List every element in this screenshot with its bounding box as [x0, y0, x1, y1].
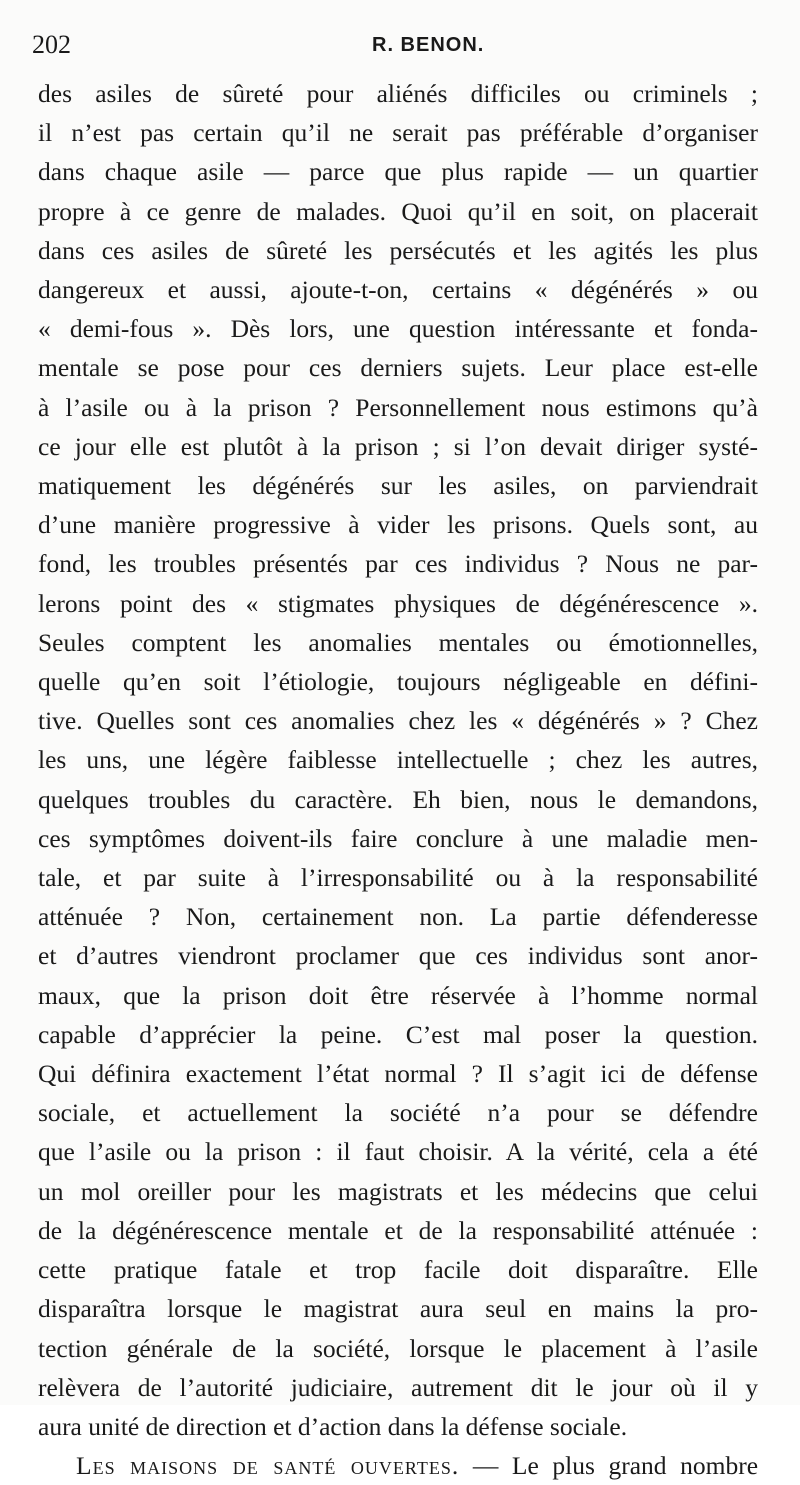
text-line: un mol oreiller pour les magistrats et les médecins que celui [38, 1176, 758, 1206]
text-line: des asiles de sûreté pour aliénés difficiles ou criminels ; [38, 79, 758, 108]
section-start-line [38, 1446, 758, 1485]
text-line: dans chaque asile — parce que plus rapide — un quartier [38, 157, 758, 187]
page-number: 202 [32, 30, 71, 59]
text-line: tection générale de la société, lorsque le placement à l’asile [38, 1333, 758, 1363]
text-line: d’une manière progressive à vider les prisons. Quels sont, au [38, 510, 758, 540]
text-line: mentale se pose pour ces derniers sujets. Leur place est-elle [38, 353, 758, 383]
text-line: dangereux et aussi, ajoute-t-on, certains « dégénérés » ou [38, 275, 758, 305]
text-line: ces symptômes doivent-ils faire conclure à une maladie men- [38, 823, 758, 853]
text-line: matiquement les dégénérés sur les asiles, on parviendrait [38, 471, 758, 501]
text-line: les uns, une légère faiblesse intellectuelle ; chez les autres, [38, 745, 758, 775]
text-line: que l’asile ou la prison : il faut choisir. A la vérité, cela a été [38, 1137, 758, 1167]
text-line: tive. Quelles sont ces anomalies chez les « dégénérés » ? Chez [38, 706, 758, 736]
text-line: à l’asile ou à la prison ? Personnellement nous estimons qu’à [38, 392, 758, 422]
text-line: il n’est pas certain qu’il ne serait pas préférable d’organiser [38, 118, 758, 148]
text-line: quelques troubles du caractère. Eh bien, nous le demandons, [38, 784, 758, 814]
section-text: — Le plus grand nombre [459, 1451, 759, 1481]
text-line: atténuée ? Non, certainement non. La partie défenderesse [38, 902, 758, 932]
running-header [32, 30, 760, 66]
text-line: lerons point des « stigmates physiques de dégénérescence ». [38, 588, 758, 618]
text-line: Qui définira exactement l’état normal ? Il s’agit ici de défense [38, 1059, 758, 1089]
text-line: aura unité de direction et d’action dans la défense sociale. [38, 1411, 628, 1441]
text-line: de la dégénérescence mentale et de la responsabilité atténuée : [38, 1215, 758, 1245]
text-line: maux, que la prison doit être réservée à l’homme normal [38, 980, 758, 1010]
text-line: disparaîtra lorsque le magistrat aura seul en mains la pro- [38, 1294, 758, 1324]
text-line: cette pratique fatale et trop facile doit disparaître. Elle [38, 1255, 758, 1285]
section-heading: Les maisons de santé ouvertes. [76, 1451, 460, 1481]
text-line: fond, les troubles présentés par ces individus ? Nous ne par- [38, 549, 758, 579]
text-line: dans ces asiles de sûreté les persécutés et les agités les plus [38, 235, 758, 265]
text-line: ce jour elle est plutôt à la prison ; si l’on devait diriger systé- [38, 431, 758, 461]
text-line: quelle qu’en soit l’étiologie, toujours négligeable en défini- [38, 667, 758, 697]
text-line: et d’autres viendront proclamer que ces individus sont anor- [38, 941, 758, 971]
text-line: propre à ce genre de malades. Quoi qu’il en soit, on placerait [38, 196, 758, 226]
text-line: capable d’apprécier la peine. C’est mal poser la question. [38, 1019, 758, 1049]
text-line: Seules comptent les anomalies mentales ou émotionnelles, [38, 627, 758, 657]
text-line: « demi-fous ». Dès lors, une question intéressante et fonda- [38, 314, 758, 344]
author-header: R. BENON. [372, 34, 485, 56]
text-line: tale, et par suite à l’irresponsabilité ou à la responsabilité [38, 863, 758, 893]
body-text [38, 74, 758, 1485]
text-line: sociale, et actuellement la société n’a pour se défendre [38, 1098, 758, 1128]
text-line: relèvera de l’autorité judiciaire, autrement dit le jour où il y [38, 1372, 758, 1402]
